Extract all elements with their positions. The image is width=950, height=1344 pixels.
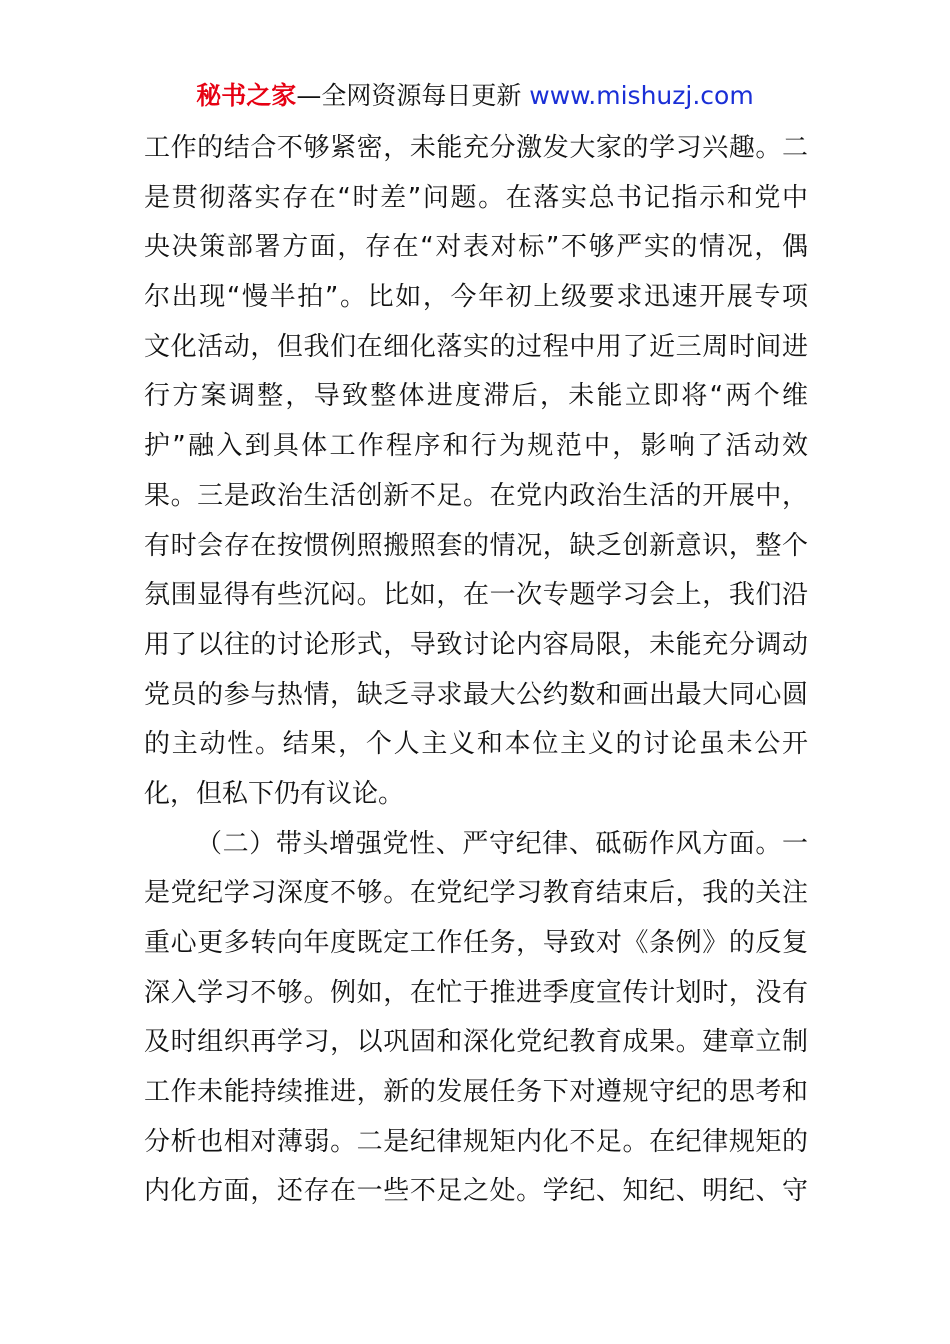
site-url-link[interactable]: www.mishuzj.com (529, 81, 754, 110)
paragraph-line: 及时组织再学习，以巩固和深化党纪教育成果。建章立制 (144, 1027, 808, 1058)
paragraph-line: 果。三是政治生活创新不足。在党内政治生活的开展中， (144, 480, 808, 511)
paragraph-line: 行方案调整，导致整体进度滞后，未能立即将“两个维 (144, 381, 808, 412)
site-tagline: —全网资源每日更新 (296, 81, 530, 110)
site-header (0, 78, 950, 114)
paragraph-line: 用了以往的讨论形式，导致讨论内容局限，未能充分调动 (144, 629, 808, 660)
paragraph-line: 有时会存在按惯例照搬照套的情况，缺乏创新意识，整个 (144, 530, 808, 561)
paragraph-line: 是贯彻落实存在“时差”问题。在落实总书记指示和党中 (144, 182, 808, 213)
paragraph-line: 央决策部署方面，存在“对表对标”不够严实的情况，偶 (144, 232, 808, 263)
paragraph-line: 尔出现“慢半拍”。比如，今年初上级要求迅速开展专项 (144, 282, 808, 313)
paragraph-line: 党员的参与热情，缺乏寻求最大公约数和画出最大同心圆 (144, 679, 808, 710)
paragraph-line: 内化方面，还存在一些不足之处。学纪、知纪、明纪、守 (144, 1176, 808, 1207)
paragraph-line: 文化活动，但我们在细化落实的过程中用了近三周时间进 (144, 331, 808, 362)
paragraph-line: 的主动性。结果，个人主义和本位主义的讨论虽未公开 (144, 729, 808, 760)
paragraph-line: 是党纪学习深度不够。在党纪学习教育结束后，我的关注 (144, 878, 808, 909)
paragraph-line: 氛围显得有些沉闷。比如，在一次专题学习会上，我们沿 (144, 580, 808, 611)
paragraph-line: 分析也相对薄弱。二是纪律规矩内化不足。在纪律规矩的 (144, 1126, 808, 1157)
document-body (144, 124, 808, 1217)
section-heading-line: （二）带头增强党性、严守纪律、砥砺作风方面。一 (196, 828, 808, 859)
site-brand: 秘书之家 (196, 81, 297, 110)
paragraph-line: 工作未能持续推进，新的发展任务下对遵规守纪的思考和 (144, 1077, 808, 1108)
paragraph-line: 深入学习不够。例如，在忙于推进季度宣传计划时，没有 (144, 977, 808, 1008)
paragraph-line: 重心更多转向年度既定工作任务，导致对《条例》的反复 (144, 928, 808, 958)
paragraph-line: 护”融入到具体工作程序和行为规范中，影响了活动效 (144, 431, 808, 462)
paragraph-line: 化，但私下仍有议论。 (144, 778, 405, 809)
paragraph-line: 工作的结合不够紧密，未能充分激发大家的学习兴趣。二 (144, 133, 808, 163)
